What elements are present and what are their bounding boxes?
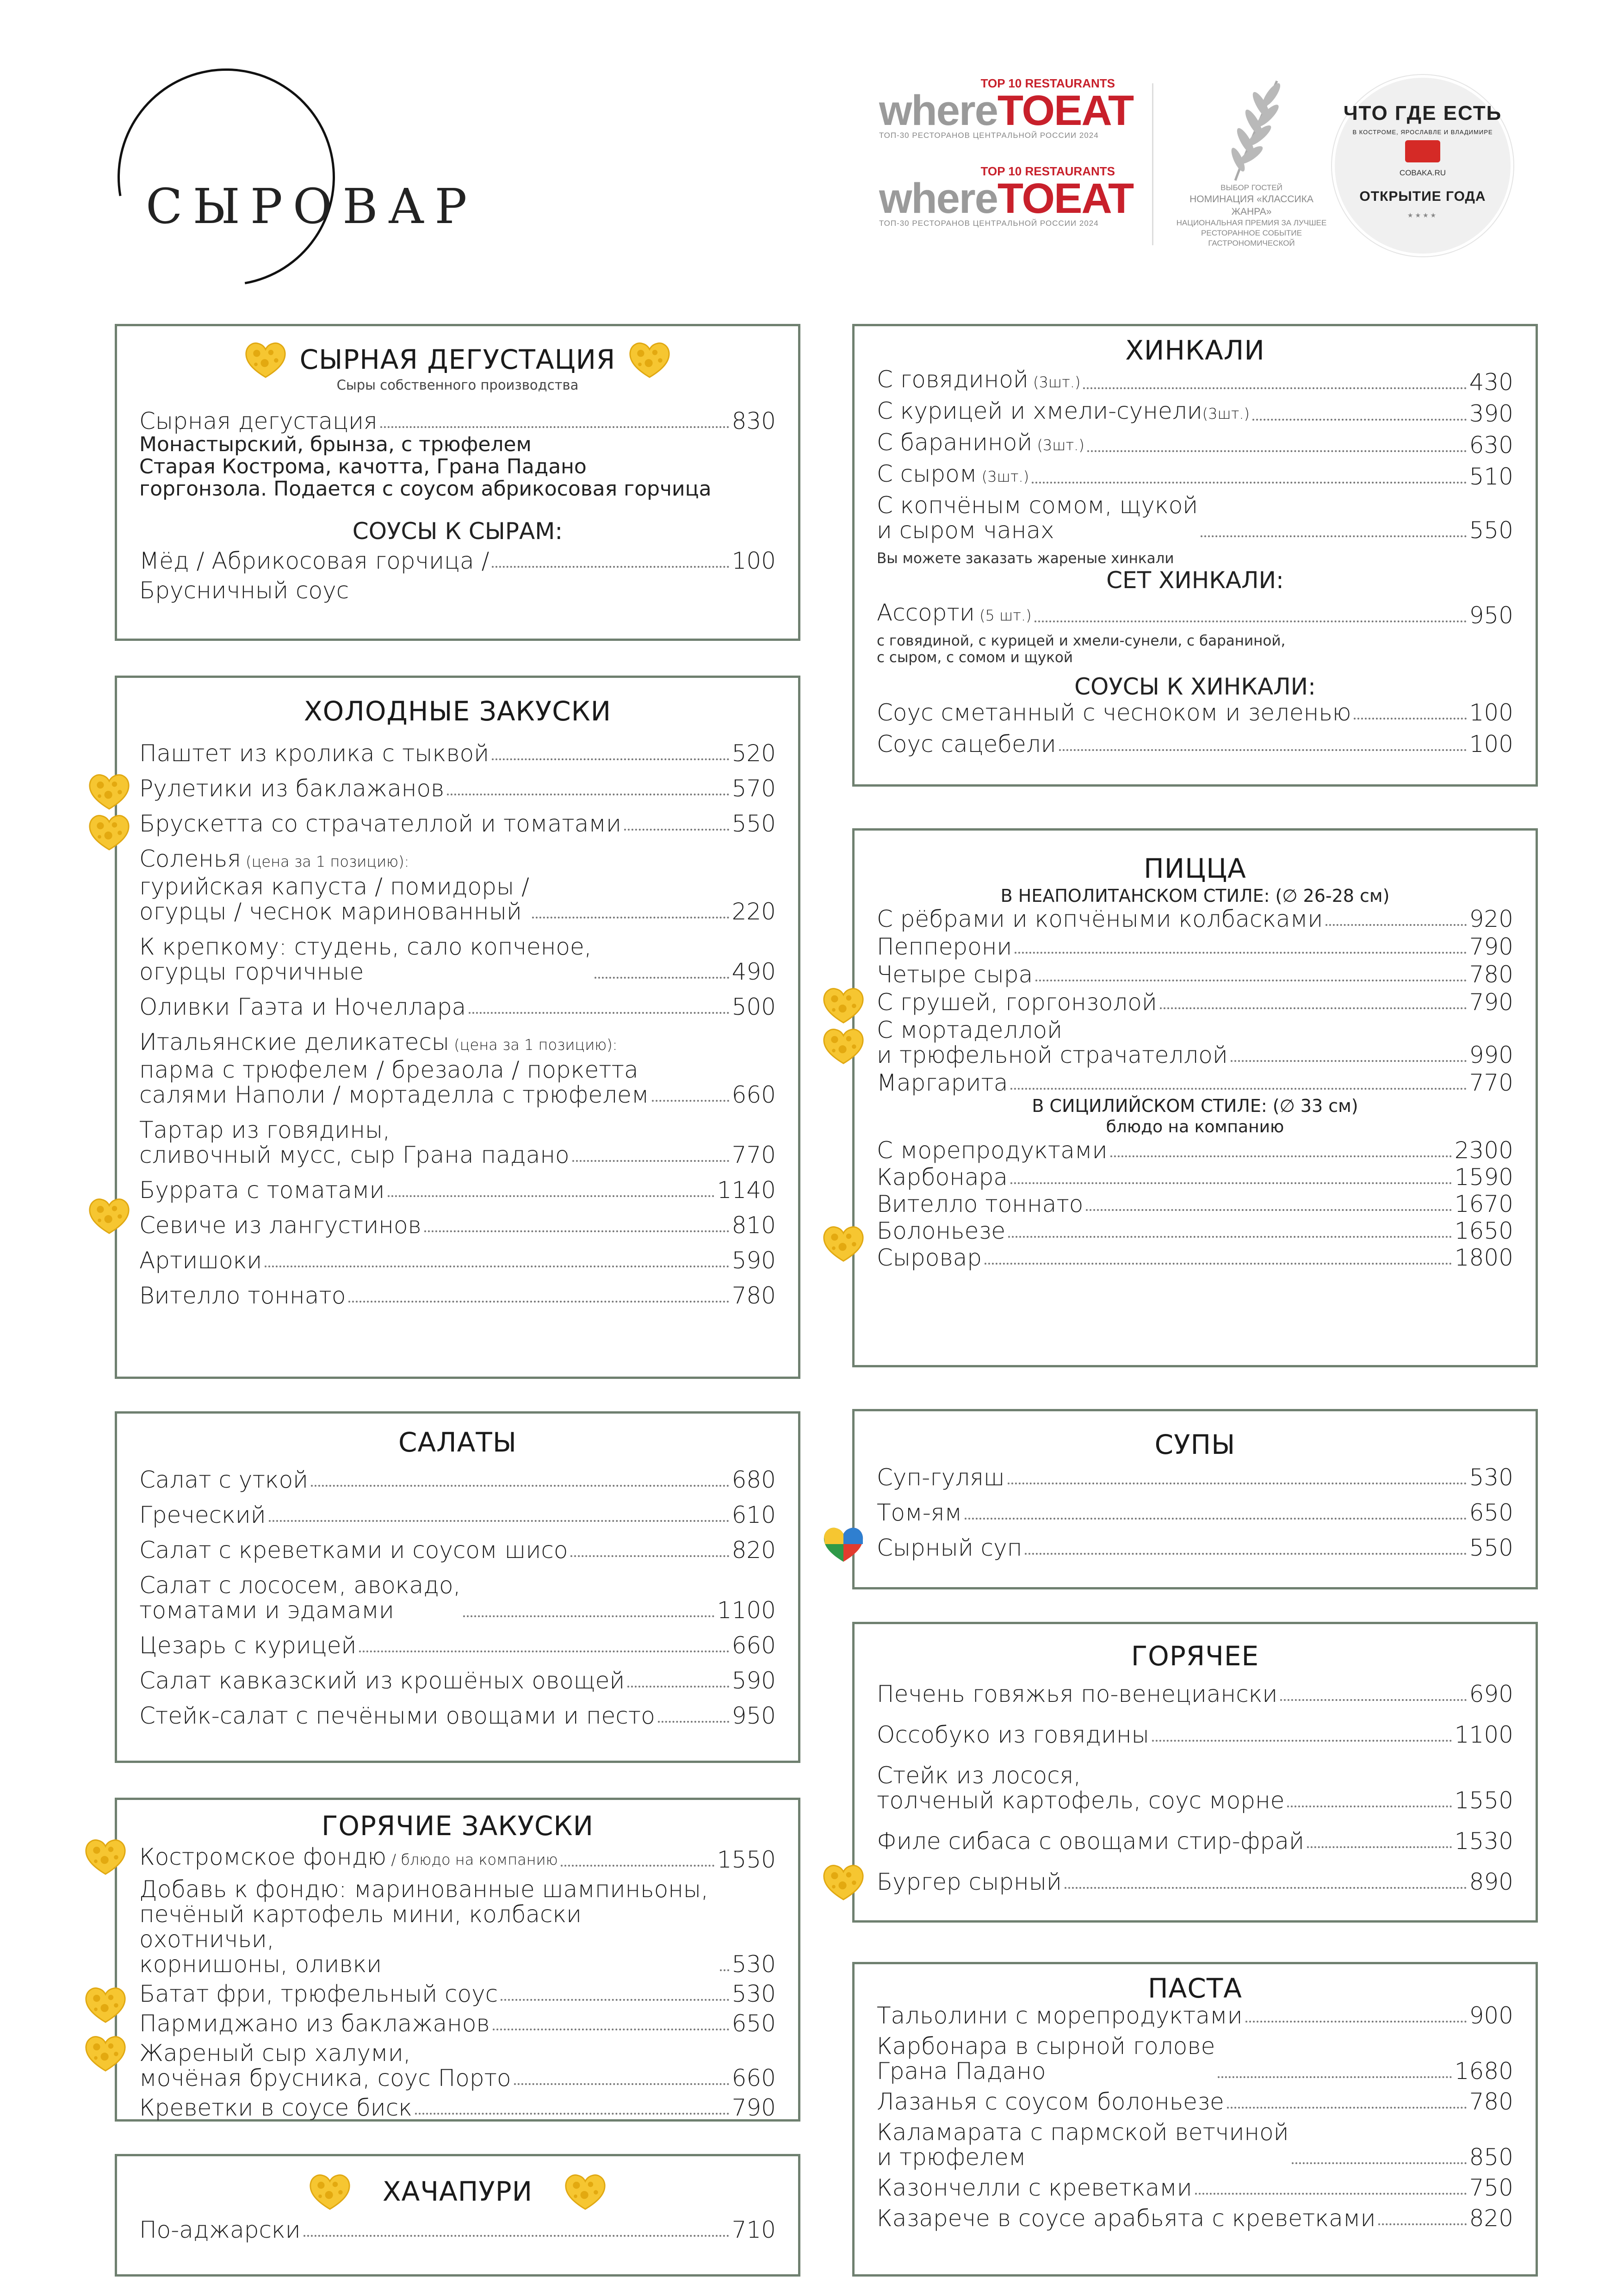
menu-item (139, 811, 776, 836)
item-name: Буррата с томатами (139, 1177, 385, 1204)
leader-dots (1252, 419, 1467, 421)
item-price: 810 (731, 1212, 776, 1239)
item-price: 1800 (1454, 1244, 1513, 1271)
leader-dots (1292, 2162, 1467, 2164)
section-title: ПАСТА (1148, 1973, 1242, 2004)
leader-dots (311, 1485, 729, 1487)
item-name: Карбонара (877, 1164, 1008, 1191)
leader-dots (1032, 482, 1466, 484)
leader-dots (493, 2029, 729, 2030)
item-name: Пепперони (877, 933, 1012, 960)
item-price: 550 (1469, 1534, 1513, 1561)
leader-dots (1110, 1155, 1452, 1157)
item-price: 630 (1469, 432, 1513, 459)
item-price: 1670 (1454, 1191, 1513, 1217)
menu-item (877, 1465, 1513, 1490)
item-price: 490 (731, 958, 776, 985)
menu-item (139, 1538, 776, 1563)
leader-dots (359, 1651, 729, 1652)
item-price: 750 (1469, 2174, 1513, 2201)
item-price: 550 (731, 810, 776, 837)
cheese-icon (243, 340, 288, 379)
menu-item (877, 1869, 1513, 1894)
cheese-puzzle-icon (821, 1525, 866, 1564)
menu-item (877, 990, 1513, 1015)
leader-dots (1201, 535, 1466, 537)
item-name: Батат фри, трюфельный соус (139, 1980, 498, 2007)
item-list (877, 367, 1513, 543)
item-name: Брускетта со страчателлой и томатами (139, 810, 621, 837)
item-name: Паштет из кролика с тыквой (139, 740, 489, 767)
item-name: Четыре сыра (877, 961, 1033, 988)
item-price: 660 (731, 1081, 776, 1108)
item-price: 220 (731, 898, 776, 925)
leader-dots (1245, 2021, 1467, 2023)
leader-dots (1059, 749, 1467, 751)
section-pizza: ПИЦЦА В НЕАПОЛИТАНСКОМ СТИЛЕ: (∅ 26-28 см) С рёбрами и копчёными колбасками 920 Пепперони 790 Четыре сыра 780 С грушей, горгонзолой 790 С мортаделлой и трюфельной страчателлой 990 Маргарита 770 В СИЦИЛИЙСКОМ СТИЛЕ: (∅ 33 см) блюдо на компанию С морепродуктами 2300 Карбонара 1590 Вителло тоннато 1670 Болоньезе 1650 Сыровар 1800 (852, 828, 1538, 1367)
menu-item (139, 741, 776, 766)
section-hot-dishes (852, 1622, 1538, 1923)
item-name: С мортаделлой и трюфельной страчателлой (877, 1017, 1228, 1068)
section-khachapuri (115, 2154, 800, 2277)
section-soups (852, 1409, 1538, 1589)
leader-dots (1378, 2223, 1466, 2225)
item-name: С копчёным сомом, щукой и сыром чанах (877, 492, 1198, 544)
item-price: 690 (1469, 1681, 1513, 1707)
leader-dots (570, 1555, 729, 1557)
cheese-icon (83, 1837, 128, 1876)
item-name: Болоньезе (877, 1217, 1006, 1244)
menu-item (877, 1070, 1513, 1095)
item-price: 890 (1469, 1868, 1513, 1895)
item-name: Креветки в соусе биск (139, 2094, 412, 2121)
leader-dots (265, 1266, 729, 1267)
menu-item (877, 430, 1513, 458)
item-price: 920 (1469, 906, 1513, 932)
item-name: Суп-гуляш (877, 1464, 1005, 1491)
cheese-icon (821, 986, 866, 1024)
leader-dots (1160, 1007, 1467, 1009)
item-price: 1680 (1454, 2058, 1513, 2085)
item-price: 650 (731, 2010, 776, 2037)
leader-dots (985, 1263, 1452, 1265)
leader-dots (572, 1160, 729, 1162)
leader-dots (415, 2113, 729, 2115)
item-name: Сыровар (877, 1244, 982, 1271)
section-title: ХИНКАЛИ (1125, 335, 1265, 366)
leader-dots (1195, 2193, 1467, 2195)
item-list (139, 741, 776, 1308)
leader-dots (1152, 1740, 1452, 1742)
menu-item (877, 732, 1513, 757)
menu-item (139, 1877, 776, 1977)
menu-item: Ассорти (5 шт.) 950 (877, 599, 1513, 629)
item-price: 1550 (1454, 1787, 1513, 1814)
menu-item (139, 1283, 776, 1308)
leader-dots (1087, 450, 1467, 452)
item-price: 1650 (1454, 1217, 1513, 1244)
brand-logo-text: СЫРОВАР (146, 178, 477, 235)
item-price: 780 (1469, 961, 1513, 988)
item-name: Салат кавказский из крошёных овощей (139, 1667, 625, 1694)
item-price: 610 (731, 1502, 776, 1528)
item-price: 790 (1469, 989, 1513, 1016)
item-name: Добавь к фондю: маринованные шампиньоны, печёный картофель мини, колбаски охотничьи, корнишоны, оливки (139, 1876, 709, 1978)
item-price: 680 (731, 1466, 776, 1493)
leader-dots (1065, 1887, 1467, 1889)
item-price: 510 (1469, 463, 1513, 490)
item-price: 900 (1469, 2002, 1513, 2029)
menu-item (139, 1502, 776, 1527)
item-name: Стейк-салат с печёными овощами и песто (139, 1702, 655, 1729)
leader-dots (1035, 980, 1466, 981)
item-price: 790 (731, 2094, 776, 2121)
leader-dots (1010, 1088, 1466, 1090)
item-name: Карбонара в сырной голове Грана Падано (877, 2033, 1215, 2085)
leader-dots (469, 1012, 729, 1014)
award-guests-choice: ВЫБОР ГОСТЕЙ НОМИНАЦИЯ «КЛАССИКА ЖАНРА» НАЦИОНАЛЬНАЯ ПРЕМИЯ ЗА ЛУЧШЕЕ РЕСТОРАННОЕ СОБЫТИЕ ГАСТРОНОМИЧЕСКОЙ (1176, 183, 1327, 248)
item-description: Монастырский, брынза, с трюфелем Старая Кострома, качотта, Грана Падано горгонзола. Подается с соусом абрикосовая горчица (139, 433, 712, 501)
menu-item: Брусничный соус (139, 577, 349, 604)
menu-item (139, 776, 776, 801)
item-price: 550 (1469, 517, 1513, 544)
menu-item (139, 1030, 776, 1107)
item-name: Итальянские деликатесы (цена за 1 позицию): парма с трюфелем / брезаола / поркетта салями Наполи / мортаделла с трюфелем (139, 1029, 649, 1108)
item-price: 660 (731, 2065, 776, 2091)
leader-dots (492, 758, 729, 760)
menu-item (877, 1535, 1513, 1560)
menu-item (139, 1573, 776, 1623)
leader-dots (1083, 387, 1466, 389)
item-price: 950 (731, 1702, 776, 1729)
item-name: Вителло тоннато (139, 1282, 346, 1309)
menu-item (877, 906, 1513, 931)
menu-item (139, 1703, 776, 1728)
section-salads (115, 1411, 800, 1763)
cheese-icon (83, 2034, 128, 2073)
section-khinkali: ХИНКАЛИ С говядиной (3шт.) 430 С курицей и хмели-сунели(3шт.) 390 С бараниной (3шт.) 630 С сыром (3шт.) 510 С копчёным сомом, щукой и сыром чанах 550 Вы можете заказать жареные хинкали СЕТ ХИНКАЛИ: Ассорти (5 шт.) 950 с говядиной, с курицей и хмели-сунели, с бараниной, с сыром, с сомом и щукой СОУСЫ К ХИНКАЛИ: Соус сметанный с чесноком и зеленью 100 Соус сацебели 100 (852, 324, 1538, 787)
menu-item (877, 493, 1513, 543)
cheese-icon (821, 1862, 866, 1901)
leader-dots (463, 1615, 714, 1617)
menu-item (877, 2175, 1513, 2200)
logo-ring (75, 26, 378, 329)
menu-item (139, 1633, 776, 1658)
menu-item (877, 1218, 1513, 1243)
cheese-icon (563, 2172, 607, 2211)
section-title: СЫРНАЯ ДЕГУСТАЦИЯ (299, 344, 616, 375)
item-name: Сырный суп (877, 1534, 1022, 1561)
menu-item (139, 1844, 776, 1872)
menu-item (877, 962, 1513, 987)
item-name: Филе сибаса с овощами стир-фрай (877, 1828, 1304, 1855)
item-list (139, 1467, 776, 1728)
item-price: 100 (1469, 699, 1513, 726)
item-price: 1590 (1454, 1164, 1513, 1191)
item-price: 650 (1469, 1499, 1513, 1526)
leader-dots (1008, 1483, 1467, 1484)
item-list (139, 1844, 776, 2120)
section-hot-snacks (115, 1798, 800, 2122)
leader-dots (627, 1686, 729, 1688)
item-name: С говядиной (3шт.) (877, 366, 1081, 393)
item-price: 990 (1469, 1042, 1513, 1068)
menu-item (877, 2206, 1513, 2231)
item-name: По-аджарски (139, 2216, 301, 2243)
item-price: 1550 (717, 1846, 776, 1873)
menu-item (877, 461, 1513, 489)
menu-item (877, 1829, 1513, 1854)
item-name: Салат с креветками и соусом шисо (139, 1537, 568, 1564)
section-pasta (852, 1962, 1538, 2277)
menu-item (877, 1500, 1513, 1525)
item-list (877, 906, 1513, 1095)
leader-dots (561, 1865, 714, 1867)
leader-dots (624, 829, 729, 831)
item-price: 780 (1469, 2088, 1513, 2115)
menu-item (877, 2120, 1513, 2170)
item-price: 710 (731, 2216, 776, 2243)
cheese-icon (821, 1026, 866, 1065)
menu-item (139, 1668, 776, 1693)
menu-item (139, 1248, 776, 1273)
item-price: 780 (731, 1282, 776, 1309)
menu-item (139, 2217, 776, 2242)
section-cheese-tasting: СЫРНАЯ ДЕГУСТАЦИЯ Сыры собственного производства Сырная дегустация 830 Монастырский, брынза, с трюфелем Старая Кострома, качотта, Грана Падано горгонзола. Подается с соусом абрикосовая горчица СОУСЫ К СЫРАМ: Мёд / Абрикосовая горчица / 100 Брусничный соус (115, 324, 800, 641)
item-name: Вителло тоннато (877, 1191, 1084, 1217)
item-price: 1100 (717, 1597, 776, 1624)
menu-item (139, 2095, 776, 2120)
leader-dots (424, 1230, 729, 1232)
item-price: 660 (731, 1632, 776, 1659)
leader-dots (269, 1520, 729, 1522)
menu-item (139, 934, 776, 984)
item-name: Жареный сыр халуми, мочёная брусника, соус Порто (139, 2040, 511, 2091)
section-title: САЛАТЫ (398, 1427, 517, 1458)
award-badge-chto-gde-est: ЧТО ГДЕ ЕСТЬ В КОСТРОМЕ, ЯРОСЛАВЛЕ И ВЛАДИМИРЕ COBAKA.RU ОТКРЫТИЕ ГОДА ★★★★ (1335, 78, 1511, 254)
section-title: ХАЧАПУРИ (382, 2176, 533, 2207)
item-price: 850 (1469, 2144, 1513, 2171)
menu-item (139, 1981, 776, 2006)
item-price: 790 (1469, 933, 1513, 960)
leader-dots (1008, 1236, 1452, 1238)
item-name: Тартар из говядины, сливочный мусс, сыр Грана падано (139, 1117, 570, 1168)
item-name: Соус сацебели (877, 731, 1056, 757)
menu-item: Сырная дегустация 830 (139, 408, 776, 434)
leader-dots (1010, 1182, 1452, 1184)
section-title: ГОРЯЧИЕ ЗАКУСКИ (322, 1810, 594, 1842)
leader-dots (1326, 924, 1466, 926)
section-title: ПИЦЦА (1144, 853, 1246, 884)
menu-item (139, 2041, 776, 2091)
item-price: 1140 (717, 1177, 776, 1204)
leader-dots (514, 2083, 729, 2085)
cheese-icon (87, 772, 131, 811)
leader-dots (348, 1301, 729, 1303)
cheese-icon (83, 1985, 128, 2024)
leader-dots (304, 2235, 729, 2237)
item-price: 530 (731, 1951, 776, 1978)
leader-dots (1227, 2107, 1467, 2109)
item-name: Оливки Гаэта и Ночеллара (139, 993, 466, 1020)
item-name: С грушей, горгонзолой (877, 989, 1157, 1016)
item-name: К крепкому: студень, сало копченое, огурцы горчичные (139, 933, 592, 985)
item-price: 770 (731, 1142, 776, 1168)
item-price: 820 (1469, 2205, 1513, 2232)
menu-item (877, 934, 1513, 959)
item-name: Соленья (цена за 1 позицию): гурийская капуста / помидоры / огурцы / чеснок маринованный (139, 845, 529, 925)
menu-item (877, 1763, 1513, 1813)
item-name: Костромское фондю / блюдо на компанию (139, 1843, 558, 1870)
menu-item (139, 1117, 776, 1167)
item-name: С сыром (3шт.) (877, 460, 1029, 487)
item-name: Пармиджано из баклажанов (139, 2010, 490, 2037)
award-wheretoeat-1: TOP 10 RESTAURANTS whereTOEAT ТОП-30 РЕСТОРАНОВ ЦЕНТРАЛЬНОЙ РОССИИ 2024 (879, 76, 1134, 140)
item-price: 390 (1469, 400, 1513, 427)
section-title: ХОЛОДНЫЕ ЗАКУСКИ (304, 695, 612, 727)
menu-item (877, 2089, 1513, 2114)
item-name: Казарече в соусе арабьята с креветками (877, 2205, 1376, 2232)
item-name: Севиче из лангустинов (139, 1212, 421, 1239)
item-price: 430 (1469, 369, 1513, 396)
menu-item (877, 1018, 1513, 1067)
item-name: С курицей и хмели-сунели(3шт.) (877, 397, 1250, 424)
item-name: С морепродуктами (877, 1137, 1108, 1164)
menu-item (877, 398, 1513, 426)
item-price: 100 (1469, 731, 1513, 757)
menu-item (139, 1178, 776, 1203)
item-name: Том-ям (877, 1499, 962, 1526)
leader-dots (532, 917, 729, 918)
leader-dots (1025, 1553, 1466, 1555)
leader-dots (652, 1100, 729, 1102)
award-wheretoeat-2: TOP 10 RESTAURANTS whereTOEAT ТОП-30 РЕСТОРАНОВ ЦЕНТРАЛЬНОЙ РОССИИ 2024 (879, 164, 1134, 228)
item-price: 590 (731, 1247, 776, 1274)
dog-logo-icon (1405, 140, 1440, 162)
leader-dots (1307, 1846, 1452, 1848)
item-list (877, 1465, 1513, 1560)
item-name: С бараниной (3шт.) (877, 429, 1084, 456)
item-price: 530 (1469, 1464, 1513, 1491)
leader-dots (720, 1969, 729, 1971)
item-name: Бургер сырный (877, 1868, 1062, 1895)
menu-item (877, 367, 1513, 395)
leader-dots (1218, 2076, 1451, 2078)
section-cold-snacks (115, 676, 800, 1379)
leader-dots (1354, 718, 1466, 720)
item-price: 820 (731, 1537, 776, 1564)
item-name: Каламарата с пармской ветчиной и трюфелем (877, 2119, 1289, 2171)
item-list (139, 2217, 776, 2242)
item-name: Стейк из лосося, толченый картофель, соус морне (877, 1762, 1285, 1814)
leader-dots (501, 1999, 729, 2001)
menu-item (139, 846, 776, 924)
item-price: 2300 (1454, 1137, 1513, 1164)
item-list (877, 1682, 1513, 1894)
menu-item (139, 994, 776, 1019)
item-price: 590 (731, 1667, 776, 1694)
menu-item (877, 1138, 1513, 1163)
item-name: Соус сметанный с чесноком и зеленью (877, 699, 1351, 726)
menu-item (139, 2011, 776, 2036)
cheese-icon (87, 1196, 131, 1235)
item-price: 500 (731, 993, 776, 1020)
leader-dots (1086, 1209, 1451, 1211)
section-title: СУПЫ (1154, 1429, 1236, 1460)
menu-item (877, 1245, 1513, 1270)
menu-item (139, 1467, 776, 1492)
item-name: Маргарита (877, 1069, 1008, 1096)
item-name: Греческий (139, 1502, 266, 1528)
leader-dots (1231, 1060, 1467, 1062)
menu-item (139, 1213, 776, 1238)
award-divider (1152, 83, 1153, 245)
item-price: 520 (731, 740, 776, 767)
item-price: 530 (731, 1980, 776, 2007)
item-name: Цезарь с курицей (139, 1632, 357, 1659)
item-price: 1530 (1454, 1828, 1513, 1855)
cheese-icon (308, 2172, 352, 2211)
item-name: Печень говяжья по-венециански (877, 1681, 1278, 1707)
leader-dots (595, 977, 729, 979)
cheese-icon (87, 813, 131, 851)
section-title: ГОРЯЧЕЕ (1131, 1640, 1259, 1672)
menu-item (877, 1722, 1513, 1747)
item-price: 770 (1469, 1069, 1513, 1096)
item-list (877, 700, 1513, 757)
item-name: Оссобуко из говядины (877, 1721, 1149, 1748)
leader-dots (388, 1195, 714, 1197)
menu-item (877, 2034, 1513, 2084)
leader-dots (965, 1518, 1466, 1520)
menu-item (877, 2003, 1513, 2028)
item-name: Казончелли с креветками (877, 2174, 1192, 2201)
menu-item: Мёд / Абрикосовая горчица / 100 (139, 547, 776, 574)
item-name: Салат с лососем, авокадо, томатами и эдамами (139, 1572, 461, 1624)
item-name: Салат с уткой (139, 1466, 309, 1493)
menu-item (877, 1682, 1513, 1706)
cheese-icon (627, 340, 672, 379)
leader-dots (1015, 952, 1466, 954)
leader-dots (447, 794, 729, 795)
leader-dots (1280, 1699, 1466, 1701)
menu-item (877, 1191, 1513, 1216)
menu-item (877, 1165, 1513, 1190)
menu-item (877, 700, 1513, 725)
item-name: Лазанья с соусом болоньезе (877, 2088, 1224, 2115)
item-name: Рулетики из баклажанов (139, 775, 445, 802)
leader-dots (1287, 1806, 1451, 1807)
item-price: 570 (731, 775, 776, 802)
item-name: С рёбрами и копчёными колбасками (877, 906, 1323, 932)
item-name: Артишоки (139, 1247, 262, 1274)
item-list (877, 1138, 1513, 1270)
item-list (877, 2003, 1513, 2231)
item-price: 1100 (1454, 1721, 1513, 1748)
item-name: Тальолини с морепродуктами (877, 2002, 1243, 2029)
leader-dots (658, 1721, 729, 1723)
cheese-icon (821, 1224, 866, 1263)
laurel-branch-icon (1217, 76, 1291, 183)
